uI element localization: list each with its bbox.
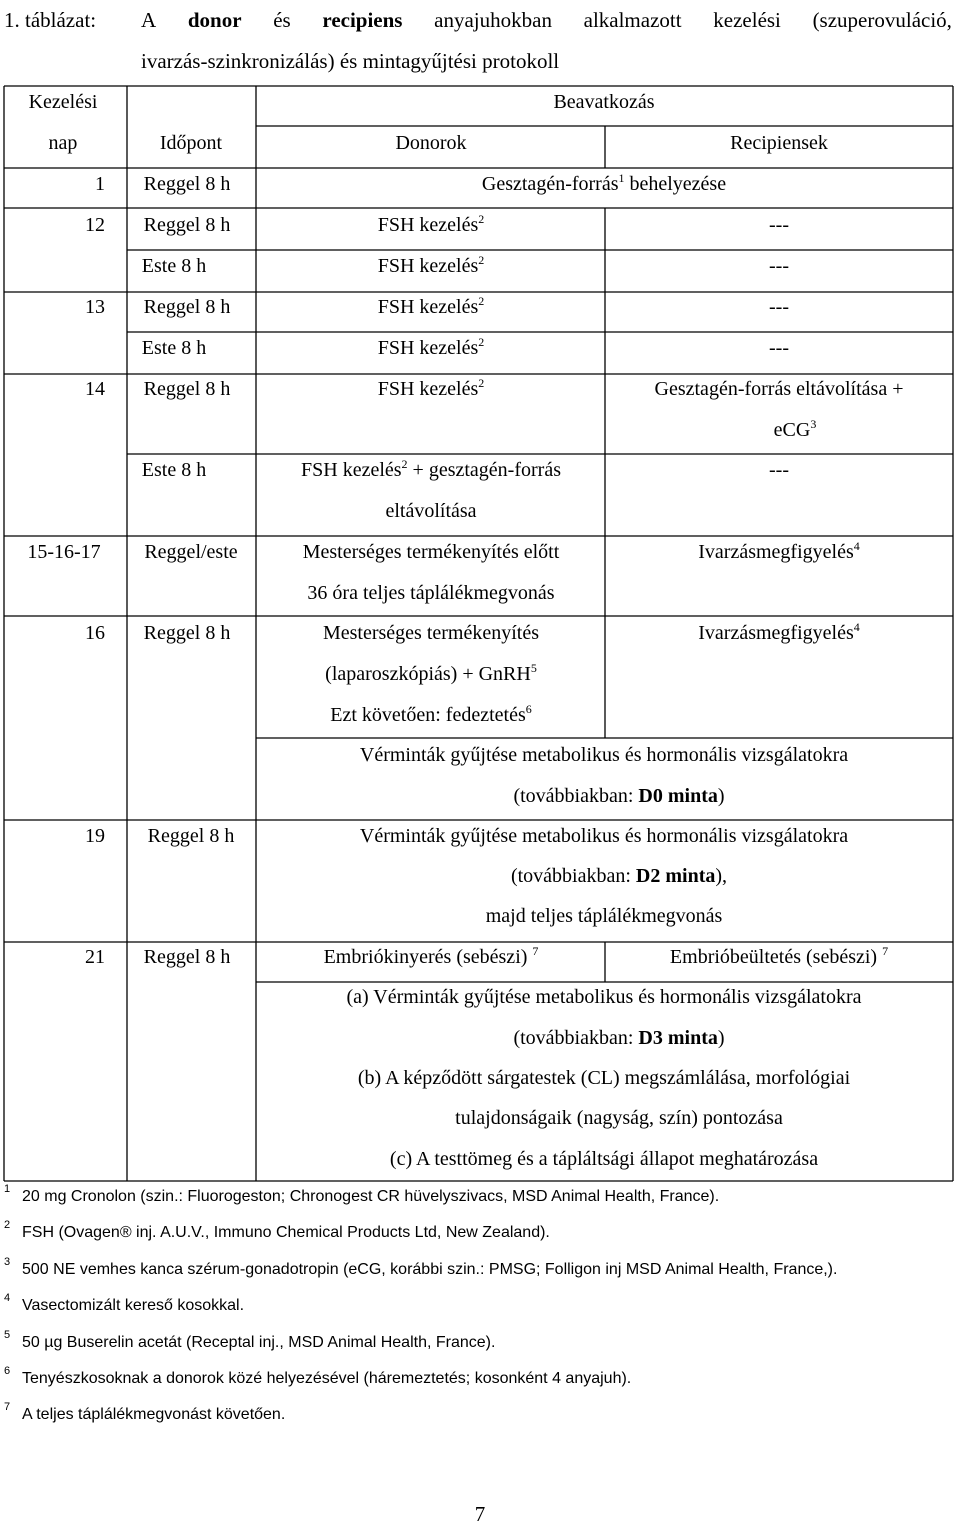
both-cell: (továbbiakban: D3 minta): [513, 1027, 725, 1049]
caption-word: donor: [187, 8, 242, 32]
time-cell: Reggel 8 h: [143, 622, 231, 644]
both-cell: (c) A testtömeg és a tápláltsági állapot meghatározása: [389, 1148, 819, 1170]
time-cell: Reggel 8 h: [143, 296, 231, 318]
donor-cell: FSH kezelés$^2$: [377, 294, 485, 318]
recipient-cell: Embrióbeültetés (sebészi) $^7$: [669, 944, 889, 968]
caption-word: alkalmazott: [583, 8, 682, 32]
day-cell: 16: [85, 622, 105, 644]
recipient-cell: Ivarzásmegfigyelés$^4$: [698, 539, 860, 563]
donor-cell: FSH kezelés$^2$: [377, 212, 485, 236]
recipient-cell: ---: [769, 214, 789, 236]
header-beavatkozas: Beavatkozás: [553, 91, 655, 113]
both-cell: (továbbiakban: D2 minta),: [510, 865, 728, 887]
caption-line-2: ivarzás-szinkronizálás) és mintagyűjtési protokoll: [141, 49, 560, 73]
donor-cell: Embriókinyerés (sebészi) $^7$: [323, 944, 539, 968]
donor-cell: FSH kezelés$^2$ + gesztagén-forrás: [301, 457, 561, 481]
recipient-cell: ---: [769, 296, 789, 318]
both-cell: tulajdonságaik (nagyság, szín) pontozása: [455, 1107, 783, 1129]
donor-cell: Ezt követően: fedeztetés$^6$: [330, 702, 532, 726]
caption-word: recipiens: [322, 8, 403, 32]
recipient-cell: ---: [769, 337, 789, 359]
time-cell: Reggel 8 h: [143, 378, 231, 400]
day-cell: 12: [85, 214, 105, 236]
day-cell: 21: [85, 946, 105, 968]
day-cell: 13: [85, 296, 105, 318]
recipient-cell: eCG$^3$: [773, 417, 817, 441]
time-cell: Este 8 h: [141, 255, 207, 277]
donor-cell: Mesterséges termékenyítés: [322, 622, 540, 644]
both-cell: (továbbiakban: D0 minta): [513, 785, 725, 807]
both-cell: Vérminták gyűjtése metabolikus és hormonális vizsgálatokra: [359, 825, 849, 847]
donor-cell: 36 óra teljes táplálékmegvonás: [307, 582, 555, 604]
donor-cell: FSH kezelés$^2$: [377, 376, 485, 400]
caption-word: anyajuhokban: [434, 8, 552, 32]
caption-word: és: [273, 8, 291, 32]
recipient-cell: ---: [769, 459, 789, 481]
header-donorok: Donorok: [395, 132, 467, 154]
caption-word: kezelési: [713, 8, 781, 32]
time-cell: Reggel 8 h: [143, 214, 231, 236]
caption-word: (szuperovuláció,: [812, 8, 952, 32]
recipient-cell: Gesztagén-forrás eltávolítása +: [654, 378, 904, 400]
donor-cell: eltávolítása: [385, 500, 477, 522]
header-idopont: Időpont: [159, 132, 223, 154]
both-cell: Vérminták gyűjtése metabolikus és hormonális vizsgálatokra: [359, 744, 849, 766]
time-cell: Reggel 8 h: [143, 946, 231, 968]
donor-cell: FSH kezelés$^2$: [377, 335, 485, 359]
time-cell: Este 8 h: [141, 337, 207, 359]
header-recipiensek: Recipiensek: [730, 132, 828, 154]
caption-word: A: [141, 8, 157, 32]
header-kezelesi: Kezelési: [28, 91, 98, 113]
day-cell: 15-16-17: [27, 541, 101, 563]
donor-cell: FSH kezelés$^2$: [377, 253, 485, 277]
time-cell: Reggel 8 h: [147, 825, 235, 847]
caption-number: 1. táblázat:: [4, 8, 97, 32]
time-cell: Este 8 h: [141, 459, 207, 481]
day-cell: 19: [85, 825, 105, 847]
both-cell: Gesztagén-forrás$^1$ behelyezése: [481, 171, 727, 195]
header-nap: nap: [48, 132, 78, 154]
recipient-cell: ---: [769, 255, 789, 277]
donor-cell: Mesterséges termékenyítés előtt: [302, 541, 560, 563]
both-cell: (a) Vérminták gyűjtése metabolikus és hormonális vizsgálatokra: [346, 986, 862, 1008]
both-cell: majd teljes táplálékmegvonás: [485, 905, 723, 927]
time-cell: Reggel/este: [144, 541, 238, 563]
day-cell: 14: [85, 378, 105, 400]
time-cell: Reggel 8 h: [143, 173, 231, 195]
donor-cell: (laparoszkópiás) + GnRH$^5$: [325, 661, 537, 685]
page-number: 7: [474, 1502, 486, 1526]
both-cell: (b) A képződött sárgatestek (CL) megszámlálása, morfológiai: [357, 1067, 851, 1089]
day-cell: 1: [95, 173, 105, 195]
recipient-cell: Ivarzásmegfigyelés$^4$: [698, 620, 860, 644]
